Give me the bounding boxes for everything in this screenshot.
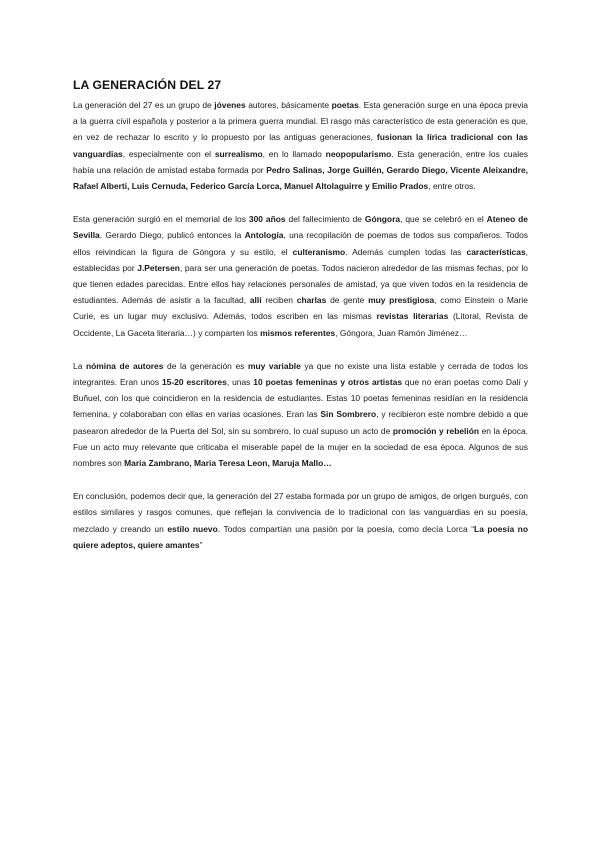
text-run: en la época. Fue un acto muy relevante que criticaba el miserable papel de la mujer en la sociedad de esa época. Algunos de sus nombres son — [73, 425, 528, 469]
text-run: , establecidas por — [73, 246, 528, 273]
document-body — [73, 78, 528, 570]
text-run: , una recopilación de poemas de todos sus compañeros. Todos ellos reivindican la figura de Góngora y su estilo, el — [73, 230, 528, 257]
text-run: , en lo llamado — [262, 148, 326, 159]
text-run: reciben — [261, 295, 297, 306]
page-title: LA GENERACIÓN DEL 27 — [73, 78, 222, 92]
text-run: . Gerardo Diego, publicó entonces la — [99, 230, 245, 241]
bold-text-run: culteranismo — [292, 246, 346, 257]
bold-text-run: muy prestigiosa — [368, 295, 435, 306]
bold-text-run: mismos referentes — [260, 327, 336, 338]
bold-text-run: promoción y rebelión — [392, 425, 480, 436]
bold-text-run: La poesía no quiere adeptos, quiere amantes — [73, 523, 528, 550]
text-run: . Todos compartían una pasión por la poesía, como decía Lorca “ — [217, 523, 475, 534]
bold-text-run: fusionan la lírica tradicional con las vanguardias — [73, 132, 528, 159]
text-run: La — [73, 360, 86, 371]
bold-text-run: jóvenes — [214, 100, 246, 110]
text-run: , que se celebró en el — [400, 214, 487, 225]
text-run: . Además cumplen todas las — [345, 246, 467, 257]
paragraph-origin — [73, 211, 528, 341]
text-run: , para ser una generación de poetas. Todos nacieron alrededor de las mismas fechas, por lo que tienen edades parecidas. Entre ellos hay relaciones personales de amistad, ya que viven todos en la residencia de estudiantes. Además de asistir a la facultad, — [73, 262, 528, 306]
text-run: En conclusión, podemos decir que, la generación del 27 estaba formada por un grupo de amigos, de origen burgués, con estilos similares y rasgos comunes, que reflejan la convivencia de lo tradicional con las vanguardias en su poesía, mezclado y creando un — [73, 491, 528, 534]
text-run: Esta generación surgió en el memorial de los — [73, 214, 249, 225]
text-run: . Esta generación surge en una época previa a la guerra civil española y posterior a la primera guerra mundial. El rasgo más característico de esta generación es que, en vez de rechazar lo escrito y lo propuesto por las antiguas generaciones, — [73, 100, 528, 143]
bold-text-run: nómina de autores — [85, 360, 164, 371]
bold-text-run: charlas — [296, 295, 327, 306]
text-run: , entre otros. — [428, 181, 476, 192]
bold-text-run: 15-20 escritores — [161, 377, 227, 388]
paragraph-authors — [73, 358, 528, 471]
paragraph-conclusion — [73, 488, 528, 553]
bold-text-run: Pedro Salinas, Jorge Guillén, Gerardo Diego, Vicente Aleixandre, Rafael Alberti, Luis Cernuda, Federico García Lorca, Manuel Altolaguirre y Emilio Prados — [73, 164, 528, 192]
bold-text-run: revistas literarias — [376, 311, 449, 322]
bold-text-run: muy variable — [247, 360, 301, 371]
text-run: , y recibieron este nombre debido a que pasearon alrededor de la Puerta del Sol, sin su sombrero, lo cual supuso un acto de — [73, 409, 529, 436]
bold-text-run: Maria Zambrano, Maria Teresa Leon, Maruja Mallo… — [124, 458, 332, 469]
text-run: de gente — [326, 295, 369, 306]
text-run: La generación del 27 es un grupo de — [73, 100, 215, 110]
bold-text-run: características — [466, 246, 526, 257]
text-run: , Góngora, Juan Ramón Jiménez… — [335, 327, 468, 338]
text-run: del fallecimiento de — [285, 214, 365, 225]
text-run: autores, básicamente — [245, 100, 332, 110]
text-run: de la generación es — [163, 360, 248, 371]
bold-text-run: poetas — [331, 100, 359, 110]
paragraph-intro — [73, 97, 528, 194]
text-run: , especialmente con el — [122, 148, 215, 159]
text-run: ya que no existe una lista estable y cerrada de todos los integrantes. Eran unos — [73, 360, 529, 388]
bold-text-run: 300 años — [248, 214, 286, 225]
text-run: . Esta generación, entre los cuales había una relación de amistad estaba formada por — [73, 148, 528, 175]
text-run: que no eran poetas como Dalí y Buñuel, con los que coincidieron en la residencia de estudiantes. Estas 10 poetas femeninas residían en la residencia femenina, y colaboraban con ellas en varias ocasiones. Eran las — [73, 377, 528, 420]
bold-text-run: surrealismo — [214, 148, 263, 159]
text-run: ” — [199, 539, 203, 550]
bold-text-run: estilo nuevo — [167, 523, 218, 534]
bold-text-run: neopopularismo — [325, 148, 392, 159]
bold-text-run: J.Petersen — [137, 262, 180, 273]
bold-text-run: Góngora — [364, 214, 401, 225]
bold-text-run: Ateneo de Sevilla — [73, 214, 529, 241]
bold-text-run: Sin Sombrero — [320, 409, 377, 420]
bold-text-run: Antología — [244, 230, 284, 241]
text-run: , como Einstein o Marie Curie, es un lugar muy exclusivo. Además, todos escriben en las mismas — [73, 295, 528, 322]
text-run: , unas — [226, 377, 254, 388]
text-run: (Litoral, Revista de Occidente, La Gaceta literaria…) y comparten los — [73, 311, 529, 338]
bold-text-run: allí — [249, 295, 262, 306]
bold-text-run: 10 poetas femeninas y otros artistas — [253, 377, 403, 388]
